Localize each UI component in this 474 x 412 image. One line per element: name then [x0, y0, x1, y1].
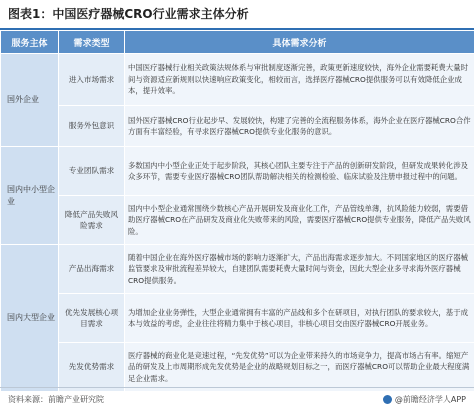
table-row: [1, 294, 474, 343]
subject-cell: 国外企业: [1, 54, 59, 147]
header-detail: 具体需求分析: [125, 31, 474, 54]
table-row: [1, 245, 474, 294]
header-subject: 服务主体: [1, 31, 59, 54]
table-row: [1, 147, 474, 196]
type-cell: 服务外包意识: [59, 106, 125, 147]
type-cell: 降低产品失败风险需求: [59, 196, 125, 245]
detail-cell: 医疗器械的商业化是竞速过程，“先发优势”可以为企业带来持久的市场竞争力，提高市场占有率。缩短产品的研发及上市周期形成先发优势是企业的战略规划目标之一，而医疗器械CRO可以帮助企业最大程度满足企业需求。: [125, 343, 474, 392]
table-row: [1, 54, 474, 106]
type-cell: 产品出海需求: [59, 245, 125, 294]
type-cell: 专业团队需求: [59, 147, 125, 196]
demand-table: [0, 30, 474, 392]
type-cell: 先发优势需求: [59, 343, 125, 392]
detail-cell: 中国医疗器械行业相关政策法规体系与审批制度逐渐完善，政策更新速度较快，海外企业需要耗费大量时间与资源适应新规则以快速响应政策变化，相较而言，选择医疗器械CRO提供服务可以有效降低企业成本，提升效率。: [125, 54, 474, 106]
source-note: 资料来源：前瞻产业研究院: [8, 388, 104, 412]
chart-title: 图表1：中国医疗器械CRO行业需求主体分析: [0, 0, 474, 30]
brand-credit: [383, 388, 466, 412]
subject-cell: 国内大型企业: [1, 245, 59, 392]
type-cell: 优先发展核心项目需求: [59, 294, 125, 343]
detail-cell: 为增加企业业务弹性，大型企业通常拥有丰富的产品线和多个在研项目，对执行团队的要求较大，基于成本与效益的考虑，企业往往将精力集中于核心项目，非核心项目交由医疗器械CRO开展业务。: [125, 294, 474, 343]
table-row: [1, 196, 474, 245]
brand-label: @前瞻经济学人APP: [395, 395, 466, 404]
subject-cell: 国内中小型企业: [1, 147, 59, 245]
detail-cell: 随着中国企业在海外医疗器械市场的影响力逐渐扩大，产品出海需求逐步加大。不同国家地区的医疗器械监管要求及审批流程差异较大，自建团队需要耗费大量时间与资金，因此大型企业多寻求海外医疗器械CRO提供服务。: [125, 245, 474, 294]
footer: [0, 387, 474, 412]
table-row: [1, 106, 474, 147]
brand-logo-icon: [383, 395, 392, 404]
detail-cell: 国内中小型企业通常围绕少数核心产品开展研发及商业化工作，产品管线单薄，抗风险能力较弱，需要借助医疗器械CRO在产品研发及商业化失败带来的风险，需要医疗器械CRO提供专业服务，降低产品失败风险。: [125, 196, 474, 245]
detail-cell: 多数国内中小型企业正处于起步阶段，其核心团队主要专注于产品的创新研发阶段，但研发成果转化涉及众多环节，需要专业医疗器械CRO团队帮助解决相关的检测检验、临床试验及注册申报过程中的问题。: [125, 147, 474, 196]
detail-cell: 国外医疗器械CRO行业起步早、发展较快，构建了完善的全流程服务体系，海外企业在医疗器械CRO合作方面有丰富经验，有寻求医疗器械CRO提供专业化服务的意识。: [125, 106, 474, 147]
table-row: [1, 343, 474, 392]
table-header-row: [1, 31, 474, 54]
type-cell: 进入市场需求: [59, 54, 125, 106]
header-type: 需求类型: [59, 31, 125, 54]
